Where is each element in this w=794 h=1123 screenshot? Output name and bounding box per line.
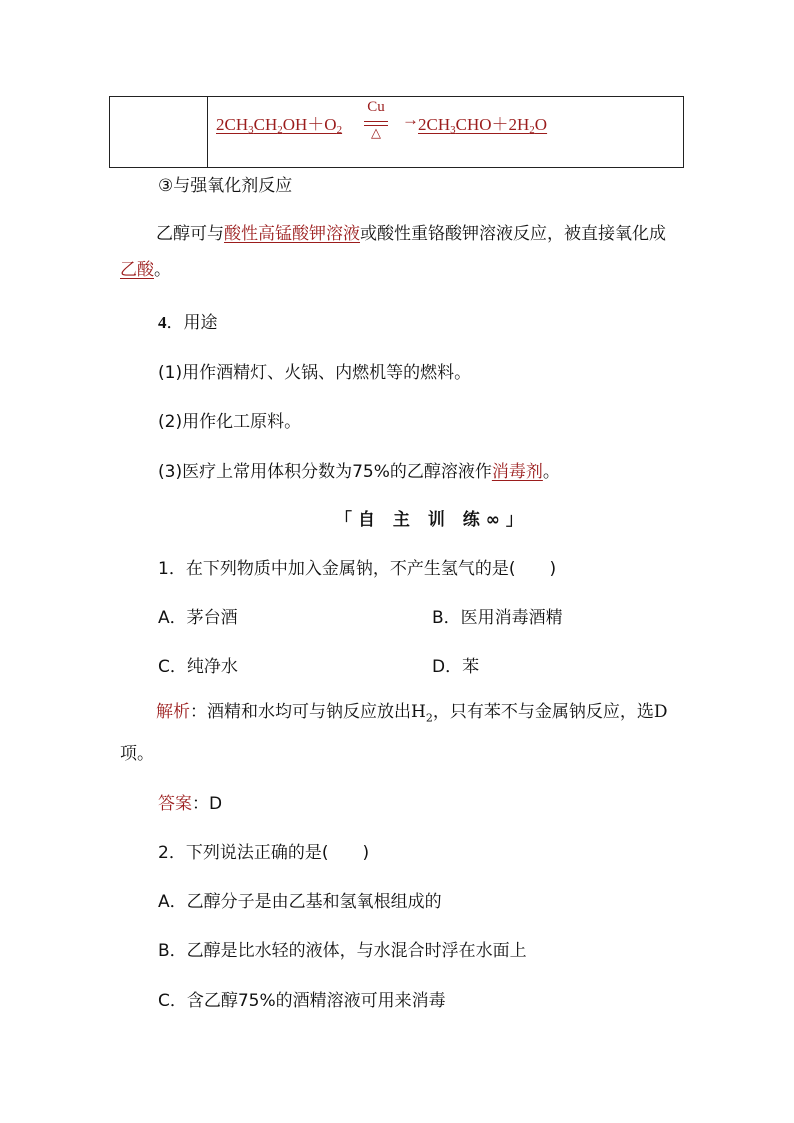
reaction-condition: [356, 97, 396, 169]
reaction-table: [109, 96, 684, 168]
use-item-1: (1)用作酒精灯、火锅、内燃机等的燃料。: [158, 363, 472, 383]
question-1-option-b: B．医用消毒酒精: [432, 608, 563, 628]
reactants-text: $2CH_3CH_2OH+O_2$: [216, 115, 343, 136]
equation-arrow: →: [402, 110, 419, 129]
heat-symbol: △: [371, 125, 381, 140]
section-heading-strong-oxidant: ③与强氧化剂反应: [158, 176, 293, 196]
question-1-option-c: C．纯净水: [158, 657, 238, 677]
question-2-option-c: C．含乙醇75%的酒精溶液可用来消毒: [158, 991, 446, 1011]
uses-heading: 4．用途: [158, 313, 218, 333]
question-2-stem: 2．下列说法正确的是( ): [158, 843, 370, 863]
equation-products: [418, 110, 547, 136]
self-training-title: 「自 主 训 练∞」: [335, 510, 529, 530]
question-2-option-b: B．乙醇是比水轻的液体，与水混合时浮在水面上: [158, 941, 527, 961]
question-1-option-a: A．茅台酒: [158, 608, 238, 628]
catalyst-label: Cu: [367, 99, 385, 115]
question-1-stem: 1．在下列物质中加入金属钠，不产生氢气的是( ): [158, 559, 557, 579]
products-text: $2CH_3CHO+2H_2O$: [418, 115, 548, 136]
oxidation-paragraph: 乙醇可与酸性高锰酸钾溶液或酸性重铬酸钾溶液反应，被直接氧化成乙酸。: [120, 224, 666, 280]
use-item-3: (3)医疗上常用体积分数为75%的乙醇溶液作消毒剂。: [158, 462, 560, 482]
highlight-disinfectant: 消毒剂: [491, 462, 543, 482]
question-1-analysis: 解析：酒精和水均可与钠反应放出$H_2$，只有苯不与金属钠反应，选D项。: [120, 702, 668, 765]
use-item-2: (2)用作化工原料。: [158, 412, 302, 432]
oxidation-equation: [216, 97, 676, 169]
question-1-option-d: D．苯: [432, 657, 480, 677]
highlight-kmno4: 酸性高锰酸钾溶液: [224, 224, 360, 244]
table-left-cell: [110, 97, 208, 167]
question-1-answer: 答案：D: [158, 794, 223, 814]
answer-label: 答案: [158, 794, 192, 814]
question-2-option-a: A．乙醇分子是由乙基和氢氧根组成的: [158, 892, 442, 912]
analysis-label: 解析: [156, 702, 190, 722]
equation-reactants: [216, 110, 342, 136]
highlight-acetic-acid: 乙酸: [120, 260, 154, 280]
